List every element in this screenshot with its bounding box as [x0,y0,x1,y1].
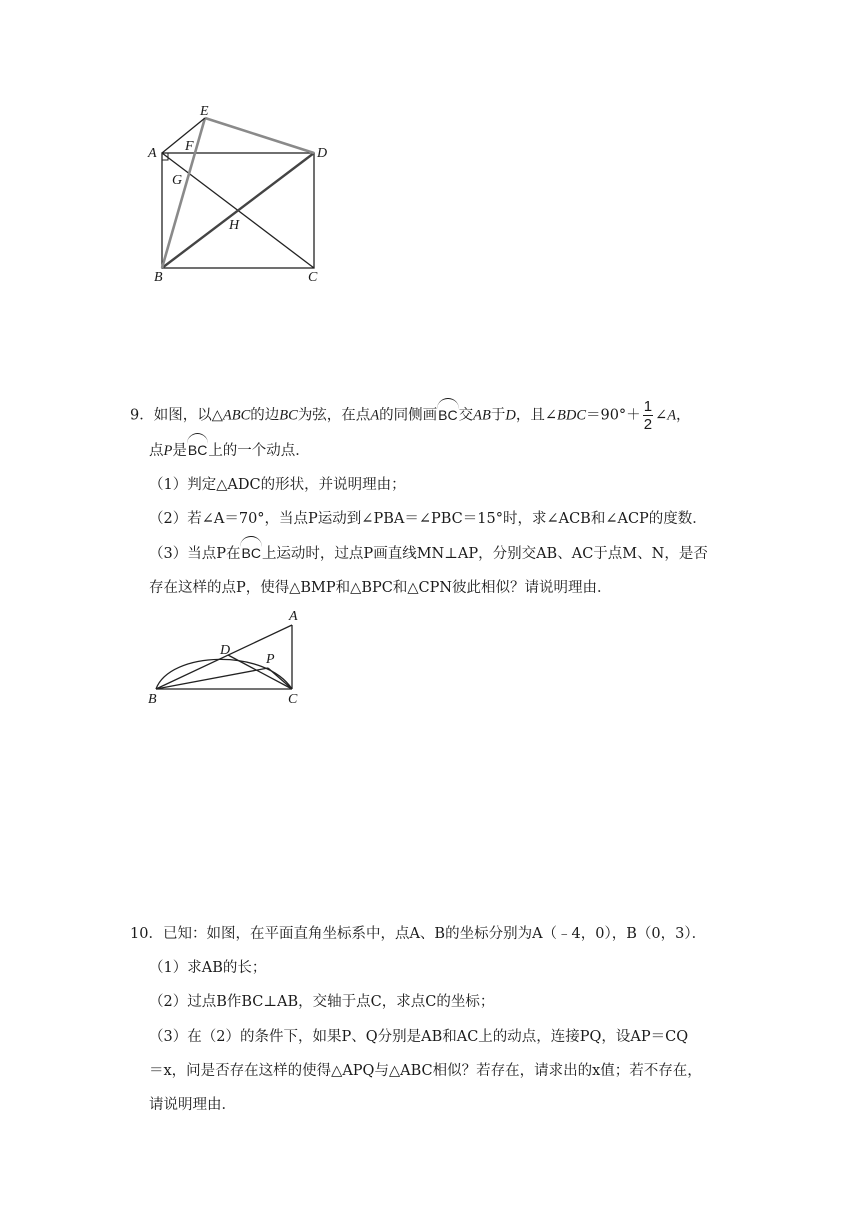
label-g: G [172,173,183,188]
arc-bc: BC [241,545,261,561]
q9-line-1: 9．如图，以△ABC的边BC为弦，在点A的同侧画BC交AB于D，且∠BDC＝90°＋ $\frac{1}{2}$ ∠A， [130,398,691,433]
label-h: H [229,218,240,233]
q10-part-3-line-1: （3）在（2）的条件下，如果P、Q分别是AB和AC上的动点，连接PQ，设AP＝CQ [149,1029,689,1045]
label-d: D [317,146,328,161]
q9-part-3-line-2: 存在这样的点P，使得△BMP和△BPC和△CPN彼此相似？请说明理由． [149,580,612,596]
label-c: C [288,692,298,707]
segment-dc [228,655,292,689]
label-b: B [148,692,157,707]
figure-rectangle-abcd [140,100,340,290]
label-p: P [266,652,275,667]
label-e: E [200,104,209,119]
q10-part-3-line-2: ＝x，问是否存在这样的使得△APQ与△ABC相似？若存在，请求出的x值；若不存在， [149,1063,702,1079]
segment-ae [162,118,205,153]
label-d: D [220,643,231,658]
label-a: A [148,146,157,161]
q10-line-1: 10．已知：如图，在平面直角坐标系中，点A、B的坐标分别为A（﹣4，0），B（0，3）． [130,926,707,942]
q9-line-2: 点P是BC上的一个动点． [149,442,310,459]
segment-be [162,118,205,268]
q9-part-2: （2）若∠A＝70°，当点P运动到∠PBA＝∠PBC＝15°时，求∠ACB和∠ACP的度数． [149,511,707,527]
label-f: F [185,139,194,154]
figure-triangle-abc-arc [140,603,320,713]
q10-part-2: （2）过点B作BC⊥AB，交轴于点C，求点C的坐标； [149,994,495,1010]
label-c: C [308,270,318,285]
label-b: B [154,270,163,285]
arc-bc: BC [438,406,458,423]
q10-part-3-line-3: 请说明理由． [149,1097,236,1113]
q10-part-1: （1）求AB的长； [149,960,267,976]
q9-part-3-line-1: （3）当点P在BC上运动时，过点P画直线MN⊥AP，分别交AB、AC于点M、N，是否 [149,545,708,562]
segment-ed [205,118,314,153]
q9-part-1: （1）判定△ADC的形状，并说明理由； [149,477,406,493]
arc-bc: BC [187,442,208,458]
fraction-one-half: $\frac{1}{2}$ [643,398,653,433]
label-a: A [289,609,298,624]
